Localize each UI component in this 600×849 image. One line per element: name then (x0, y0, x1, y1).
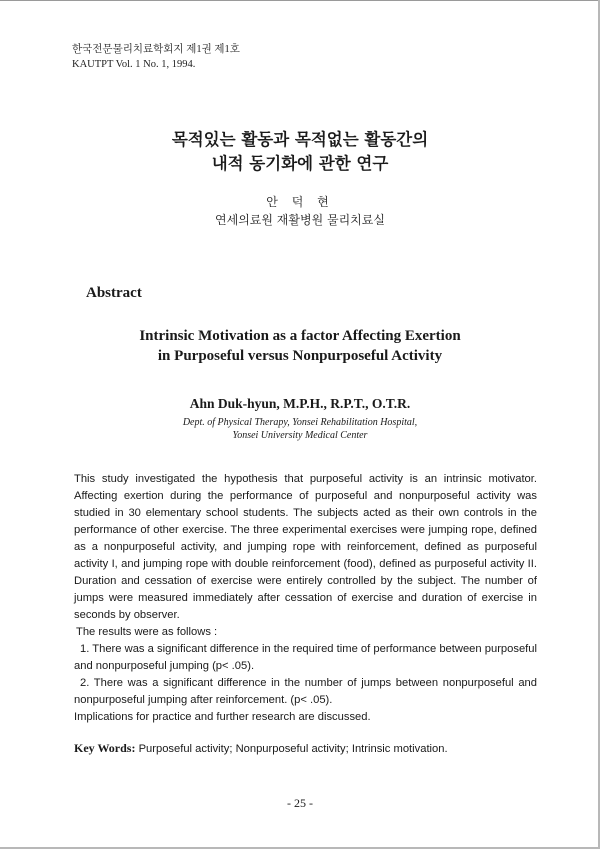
english-author-name: Ahn Duk-hyun, M.P.H., R.P.T., O.T.R. (189, 396, 411, 411)
results-lead: The results were as follows : (76, 626, 218, 638)
english-title-line1: Intrinsic Motivation as a factor Affecting Exertion (139, 328, 461, 344)
korean-title-line1: 목적있는 활동과 목적없는 활동간의 (171, 130, 429, 149)
affiliation-line1: Dept. of Physical Therapy, Yonsei Rehabilitation Hospital, (182, 417, 418, 428)
page-edge-top (0, 0, 600, 1)
result-item-1: 1. There was a significant difference in the required time of performance between purposeful and nonpurposeful jumping (p< .05). (74, 643, 537, 672)
keywords (74, 741, 448, 756)
english-title (0, 326, 600, 366)
result-item-2: 2. There was a significant difference in the number of jumps between nonpurposeful and nonpurposeful jumping after reinforcement. (p< .05). (74, 677, 537, 706)
affiliation-line2: Yonsei University Medical Center (232, 430, 368, 441)
korean-title (0, 128, 600, 176)
journal-name-korean: 한국전문물리치료학회지 제1권 제1호 (72, 44, 240, 55)
english-title-line2: in Purposeful versus Nonpurposeful Activity (157, 348, 443, 364)
korean-author-block (0, 193, 600, 229)
abstract-paragraph: This study investigated the hypothesis that purposeful activity is an intrinsic motivator. Affecting exertion during the performance of purposeful and nonpurposeful activity was studied in 30 elementary school students. The subjects acted as their own controls in the performance of other exercise. The three experimental exercises were jumping rope, defined as a nonpurposeful activity, and jumping rope with reinforcement, defined as purposeful activity I, and jumping rope with double reinforcement (food), defined as purposeful activity II. Duration and cessation of exercise were entirely controlled by the subject. The number of jumps were measured immediately after cessation of exercise and duration of exercise in seconds by observer. (74, 473, 537, 621)
keywords-label: Key Words: (74, 741, 136, 755)
korean-title-line2: 내적 동기화에 관한 연구 (211, 154, 389, 173)
korean-author-affiliation: 연세의료원 재활병원 물리치료실 (215, 213, 385, 227)
page-number: - 25 - (287, 796, 313, 810)
implications: Implications for practice and further research are discussed. (74, 711, 371, 723)
journal-header (72, 42, 240, 72)
abstract-body (74, 471, 537, 726)
abstract-heading: Abstract (86, 285, 142, 301)
korean-author-name: 안 덕 현 (266, 195, 334, 209)
journal-volume: KAUTPT Vol. 1 No. 1, 1994. (72, 59, 196, 70)
keywords-text: Purposeful activity; Nonpurposeful activity; Intrinsic motivation. (138, 743, 448, 755)
english-author-affiliation (0, 416, 600, 442)
